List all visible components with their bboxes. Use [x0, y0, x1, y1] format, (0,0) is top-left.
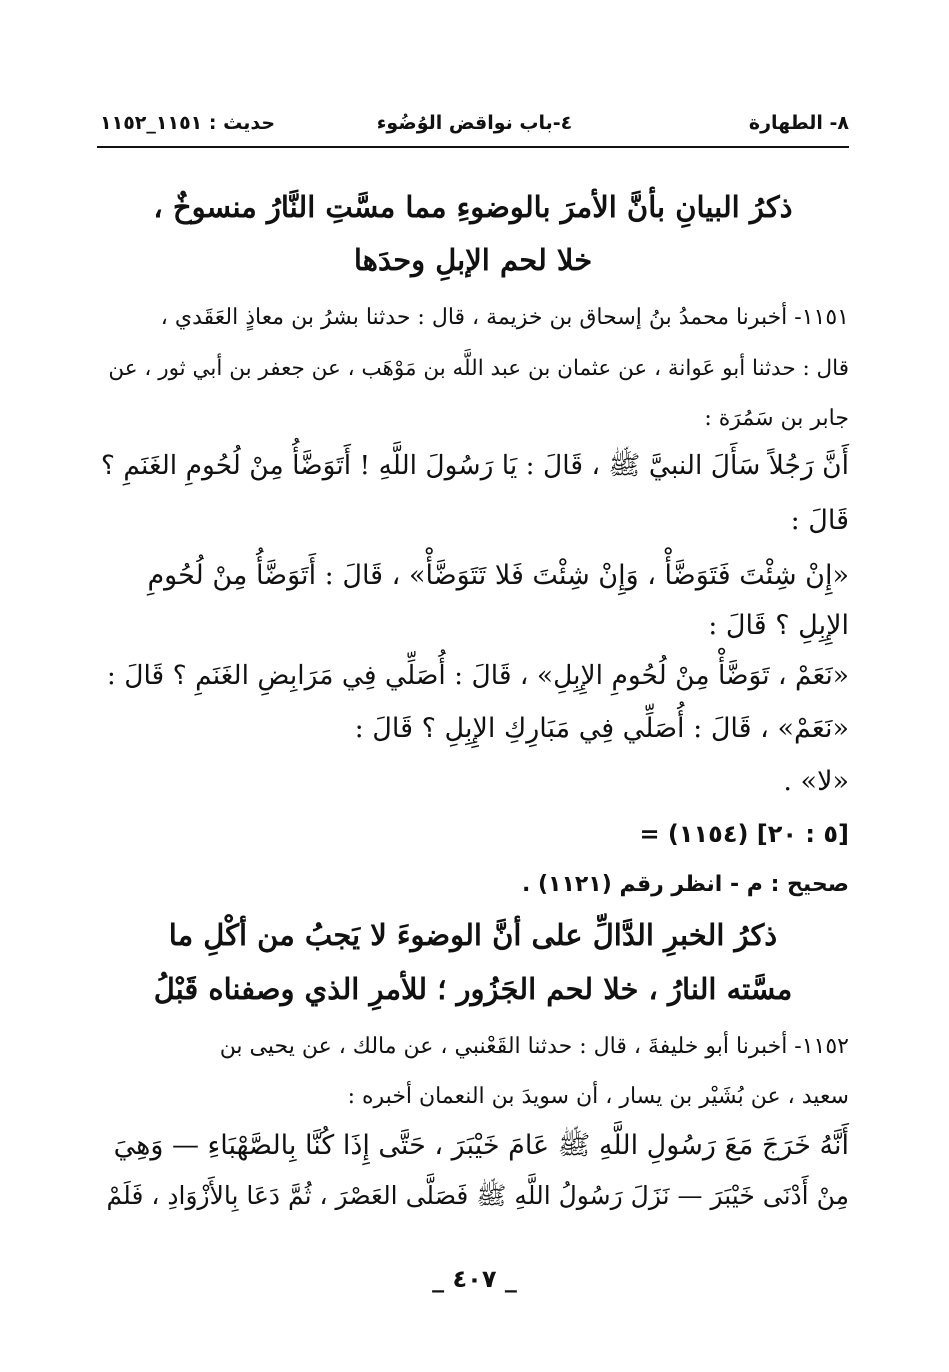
hadith1151-isnad-line: ١١٥١- أخبرنا محمدُ بنُ إسحاق بن خزيمة ، قال : حدثنا بشرُ بن معاذٍ العَقَدي ،: [160, 305, 849, 330]
header-section: ٤-باب نواقض الوُضُوء: [376, 112, 573, 134]
hadith1152-isnad-line: سعيد ، عن بُشَيْر بن يسار ، أن سويدَ بن النعمان أخبره :: [347, 1084, 849, 1109]
hadith1151-matn-line: «نَعَمْ ، تَوَضَّأْ مِنْ لُحُومِ الإِبِلِ» ، قَالَ : أُصَلِّي فِي مَرَابِضِ الغَنَمِ ؟ قَالَ :: [106, 660, 849, 691]
hadith1151-matn-line: أَنَّ رَجُلاً سَأَلَ النبيَّ ﷺ ، قَالَ : يَا رَسُولَ اللَّهِ ! أَتَوَضَّأُ مِنْ لُحُومِ الغَنَمِ ؟: [100, 450, 849, 481]
section2-title-line1: ذكرُ الخبرِ الدَّالِّ على أنَّ الوضوءَ لا يَجبُ من أكْلِ ما: [168, 918, 778, 952]
hadith1151-matn-line: «نَعَمْ» ، قَالَ : أُصَلِّي فِي مَبَارِكِ الإِبِلِ ؟ قَالَ :: [354, 713, 849, 744]
hadith1151-matn-line: الإِبِلِ ؟ قَالَ :: [708, 610, 849, 641]
section2-title-line2: مسَّته النارُ ، خلا لحم الجَزُور ؛ للأمرِ الذي وصفناه قَبْلُ: [153, 972, 793, 1006]
hadith1151-matn-line: «إِنْ شِئْتَ فَتَوَضَّأْ ، وَإِنْ شِئْتَ فَلا تَتَوَضَّأْ» ، قَالَ : أَتَوَضَّأُ مِنْ لُحُومِ: [147, 560, 849, 591]
hadith1152-matn-line: مِنْ أَدْنَى خَيْبَرَ — نَزَلَ رَسُولُ اللَّهِ ﷺ فَصَلَّى العَصْرَ ، ثُمَّ دَعَا بِالأَزْوَادِ ، فَلَمْ: [106, 1181, 849, 1210]
hadith1152-isnad-line: ١١٥٢- أخبرنا أبو خليفةَ ، قال : حدثنا القَعْنبي ، عن مالك ، عن يحيى بن: [219, 1034, 849, 1059]
hadith1151-grading: صحيح : م - انظر رقم (١١٢١) .: [521, 872, 849, 897]
hadith1151-isnad-line: قال : حدثنا أبو عَوانة ، عن عثمان بن عبد اللَّه بن مَوْهَب ، عن جعفر بن أبي ثور ، عن: [108, 356, 849, 381]
section1-title-line1: ذكرُ البيانِ بأنَّ الأمرَ بالوضوءِ مما مسَّتِ النَّارُ منسوخٌ ،: [153, 190, 793, 224]
hadith1151-isnad-line: جابر بن سَمُرَة :: [704, 406, 849, 431]
hadith1152-matn-line: أَنَّهُ خَرَجَ مَعَ رَسُولِ اللَّهِ ﷺ عَامَ خَيْبَرَ ، حَتَّى إِذَا كُنَّا بِالصَّهْبَاءِ — وَهِيَ: [113, 1130, 849, 1161]
page-number: _ ٤٠٧ _: [432, 1265, 517, 1293]
hadith1151-matn-line: «لا» .: [783, 766, 849, 797]
section1-title-line2: خلا لحم الإبلِ وحدَها: [353, 243, 593, 277]
hadith1151-matn-line: قَالَ :: [790, 505, 849, 536]
header-hadith-range: حديث : ١١٥١_١١٥٢: [100, 112, 276, 134]
header-chapter: ٨- الطهارة: [748, 112, 849, 134]
hadith1151-cross-ref: = (١١٥٤) [٥ : ٢٠]: [639, 820, 849, 848]
header-rule: [97, 146, 849, 148]
